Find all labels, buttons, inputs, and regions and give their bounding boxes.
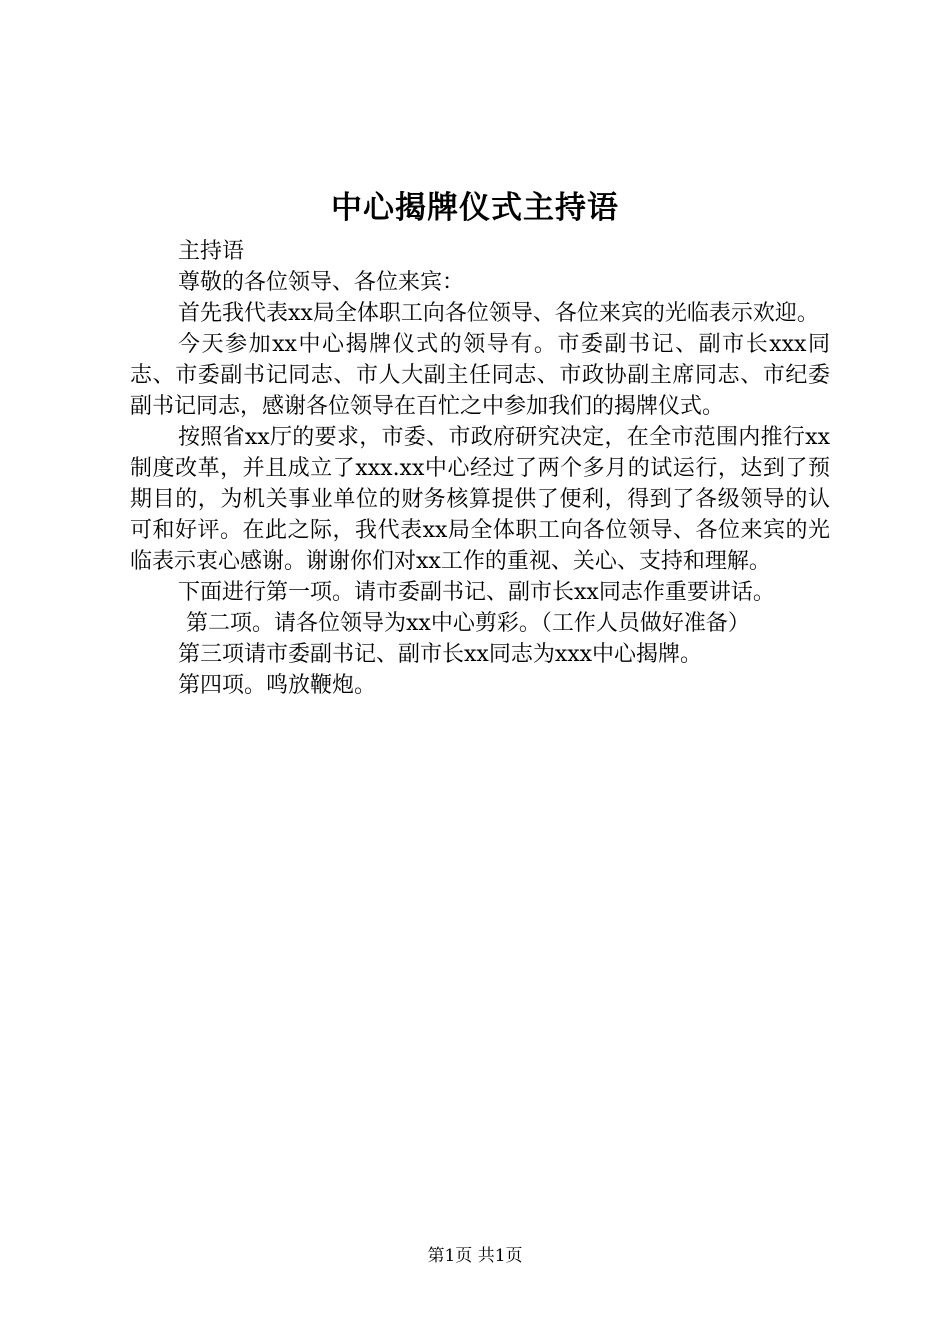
document-body (130, 236, 830, 701)
paragraph-attendees: 今天参加xx中心揭牌仪式的领导有。市委副书记、副市长xxx同志、市委副书记同志、市人大副主任同志、市政协副主席同志、市纪委副书记同志，感谢各位领导在百忙之中参加我们的揭牌仪式。 (130, 332, 830, 419)
paragraph-salutation: 尊敬的各位领导、各位来宾： (178, 270, 465, 295)
paragraph-item-two: 第二项。请各位领导为xx中心剪彩。（工作人员做好准备） (186, 611, 750, 636)
paragraph-item-three: 第三项请市委副书记、副市长xx同志为xxx中心揭牌。 (178, 642, 703, 667)
paragraph-heading: 主持语 (178, 239, 245, 264)
paragraph-background: 按照省xx厅的要求，市委、市政府研究决定，在全市范围内推行xx制度改革，并且成立了xxx.xx中心经过了两个多月的试运行，达到了预期目的，为机关事业单位的财务核算提供了便利，得到了各级领导的认可和好评。在此之际，我代表xx局全体职工向各位领导、各位来宾的光临表示衷心感谢。谢谢你们对xx工作的重视、关心、支持和理解。 (130, 425, 830, 574)
paragraph-item-one: 下面进行第一项。请市委副书记、副市长xx同志作重要讲话。 (178, 580, 775, 605)
document-title: 中心揭牌仪式主持语 (331, 190, 619, 226)
paragraph-item-four: 第四项。鸣放鞭炮。 (178, 673, 377, 698)
paragraph-welcome: 首先我代表xx局全体职工向各位领导、各位来宾的光临表示欢迎。 (178, 301, 819, 326)
page-footer: 第1页 共1页 (427, 1246, 523, 1266)
